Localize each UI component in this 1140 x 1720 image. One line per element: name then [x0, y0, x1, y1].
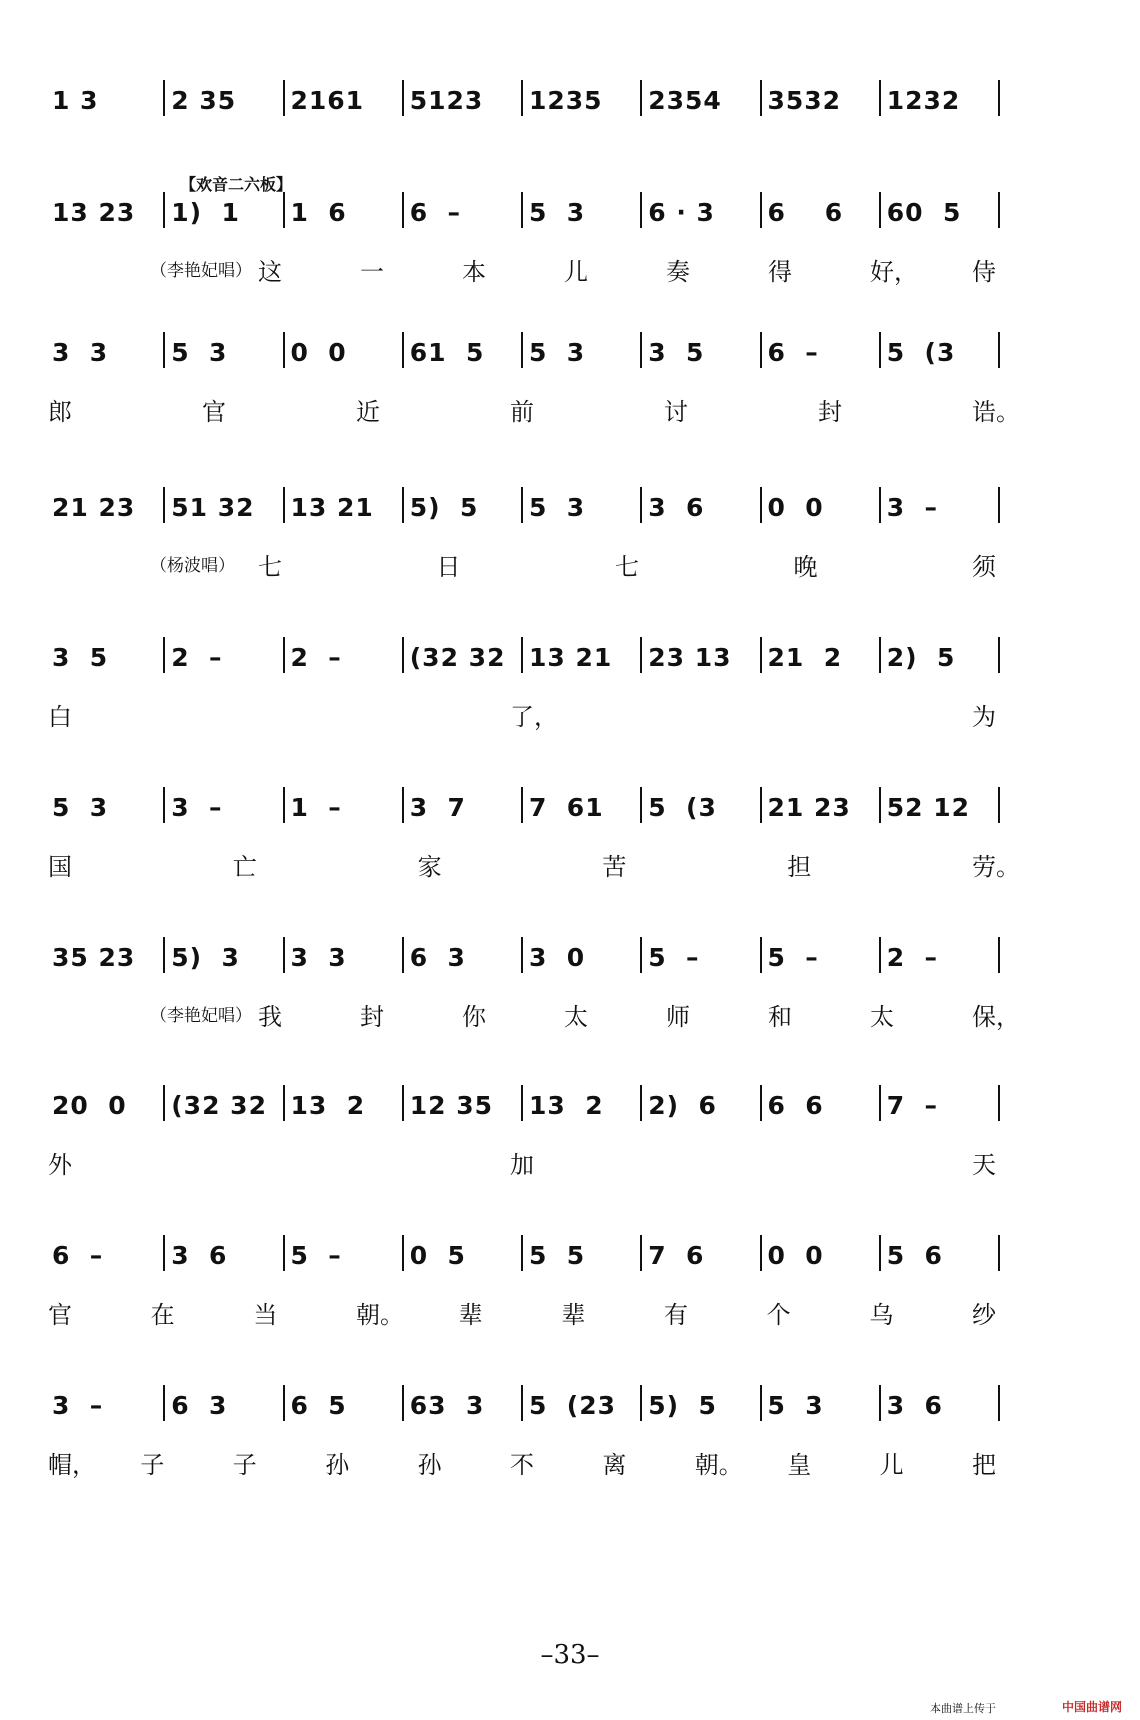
measure: 5 3: [171, 338, 228, 367]
measure: 3 6: [648, 493, 705, 522]
lyric-char: 皇: [787, 1451, 812, 1479]
lyric-char: 你: [462, 1003, 486, 1031]
bar-line: [402, 1235, 404, 1271]
measure: 35 23: [52, 943, 136, 972]
measure: 13 21: [529, 643, 613, 672]
bar-line: [521, 192, 523, 228]
bar-line: [283, 787, 285, 823]
lyric-char: 外: [48, 1151, 72, 1179]
lyric-char: 有: [664, 1301, 688, 1329]
lyric-char: 官: [202, 398, 226, 426]
lyric-char: 须: [972, 553, 996, 581]
bar-line: [640, 80, 642, 116]
lyric-char: 当: [253, 1301, 278, 1329]
lyric-line: [0, 1295, 1140, 1335]
bar-line: [521, 637, 523, 673]
lyric-char: 子: [140, 1451, 165, 1479]
lyric-char: 太: [564, 1003, 588, 1031]
lyric-char: 好，: [870, 258, 918, 286]
measure: 1235: [529, 86, 603, 115]
bar-line: [521, 787, 523, 823]
lyric-char: 了，: [510, 703, 558, 731]
measure: 5) 5: [409, 493, 479, 522]
lyric-char: 为: [972, 703, 996, 731]
bar-line: [760, 1085, 762, 1121]
lyric-char: 朝。: [356, 1301, 404, 1329]
bar-line: [640, 637, 642, 673]
bar-line: [283, 332, 285, 368]
lyric-line: [0, 847, 1140, 887]
bar-line: [998, 937, 1000, 973]
lyric-char: 劳。: [972, 853, 1020, 881]
bar-line: [402, 487, 404, 523]
bar-line: [640, 192, 642, 228]
lyric-char: 近: [356, 398, 380, 426]
bar-line: [283, 487, 285, 523]
measure: 5 3: [529, 338, 586, 367]
measure: 6 –: [409, 198, 462, 227]
bar-line: [760, 637, 762, 673]
lyric-char: 封: [818, 398, 842, 426]
bar-line: [760, 192, 762, 228]
lyric-char: 子: [232, 1451, 257, 1479]
measure: 1232: [886, 86, 961, 115]
bar-line: [163, 1085, 165, 1121]
measure: 21 23: [52, 493, 136, 522]
lyric-char: 保，: [972, 1003, 1020, 1031]
lyric-char: 我: [258, 1003, 282, 1031]
measure: 6 6: [767, 198, 844, 227]
measure: 3 5: [52, 643, 109, 672]
bar-line: [760, 937, 762, 973]
score-row: [0, 1233, 1140, 1383]
measure: 5123: [409, 86, 484, 115]
measure: 3 7: [409, 793, 466, 822]
measure: 5) 5: [648, 1391, 717, 1420]
bar-line: [640, 487, 642, 523]
lyric-line: [0, 697, 1140, 737]
measure: 13 23: [52, 198, 136, 227]
measure: 3 –: [171, 793, 223, 822]
bar-line: [283, 637, 285, 673]
bar-line: [760, 487, 762, 523]
bar-line: [998, 637, 1000, 673]
page-number: –33–: [540, 1640, 600, 1670]
lyric-char: 官: [48, 1301, 72, 1329]
measure: 3 6: [171, 1241, 228, 1270]
bar-line: [998, 787, 1000, 823]
bar-line: [640, 937, 642, 973]
bar-line: [998, 487, 1000, 523]
bar-line: [640, 1235, 642, 1271]
measure: 13 2: [290, 1091, 366, 1120]
bar-line: [163, 332, 165, 368]
measure: 21 2: [767, 643, 843, 672]
score-row: [0, 330, 1140, 480]
bar-line: [283, 80, 285, 116]
singer-label: （李艳妃唱）: [150, 1006, 252, 1026]
bar-line: [998, 332, 1000, 368]
bar-line: [283, 1235, 285, 1271]
bar-line: [163, 192, 165, 228]
measure: 6 5: [290, 1391, 347, 1420]
lyric-char: 不: [510, 1451, 534, 1479]
lyric-char: 儿: [564, 258, 588, 286]
notation-line: [0, 635, 1140, 685]
lyric-char: 辈: [458, 1301, 483, 1329]
lyric-line: [0, 392, 1140, 432]
lyric-char: 日: [436, 553, 461, 581]
measure: 6 –: [52, 1241, 104, 1270]
lyric-char: 个: [766, 1301, 791, 1329]
lyric-char: 儿: [879, 1451, 904, 1479]
lyric-char: 奏: [666, 258, 690, 286]
measure: 1 –: [290, 793, 342, 822]
measure: 1 3: [52, 86, 99, 115]
lyric-char: 七: [615, 553, 639, 581]
lyric-char: 和: [768, 1003, 792, 1031]
bar-line: [879, 787, 881, 823]
measure: 2 –: [290, 643, 342, 672]
lyric-char: 苦: [602, 853, 627, 881]
lyric-char: 孙: [325, 1451, 350, 1479]
measure: 0 0: [767, 1241, 824, 1270]
bar-line: [879, 1085, 881, 1121]
score-row: [0, 485, 1140, 635]
measure: 5 (3: [886, 338, 956, 367]
bar-line: [879, 637, 881, 673]
lyric-char: 天: [972, 1151, 996, 1179]
lyric-char: 晚: [793, 553, 818, 581]
lyric-char: 家: [417, 853, 442, 881]
measure: 5 –: [290, 1241, 342, 1270]
measure: 6 · 3: [648, 198, 715, 227]
measure: 3 –: [886, 493, 939, 522]
bar-line: [521, 487, 523, 523]
measure: 52 12: [886, 793, 971, 822]
measure: 2 –: [886, 943, 939, 972]
measure: 3 3: [290, 943, 347, 972]
measure: 1) 1: [171, 198, 240, 227]
measure: 3 5: [648, 338, 705, 367]
bar-line: [163, 937, 165, 973]
measure: 2) 5: [886, 643, 956, 672]
notation-line: [0, 78, 1140, 128]
measure: 6 6: [767, 1091, 824, 1120]
measure: 5 (23: [529, 1391, 617, 1420]
score-row: [0, 635, 1140, 785]
measure: 7 61: [529, 793, 604, 822]
bar-line: [760, 787, 762, 823]
measure: 5 3: [529, 198, 586, 227]
measure: 5 3: [529, 493, 586, 522]
bar-line: [879, 80, 881, 116]
lyric-char: 乌: [869, 1301, 894, 1329]
bar-line: [283, 1385, 285, 1421]
bar-line: [760, 80, 762, 116]
measure: 7 6: [648, 1241, 705, 1270]
notation-line: [0, 330, 1140, 380]
lyric-char: 郎: [48, 398, 72, 426]
lyric-char: 纱: [972, 1301, 996, 1329]
measure: 2) 6: [648, 1091, 717, 1120]
measure: 0 0: [767, 493, 824, 522]
measure: 3 3: [52, 338, 109, 367]
score-row: [0, 190, 1140, 340]
measure: 2354: [648, 86, 722, 115]
measure: 3 –: [52, 1391, 104, 1420]
measure: 5 5: [529, 1241, 586, 1270]
notation-line: [0, 1383, 1140, 1433]
lyric-line: [0, 1445, 1140, 1485]
measure: 0 0: [290, 338, 347, 367]
bar-line: [879, 1235, 881, 1271]
lyric-char: 帽，: [48, 1451, 96, 1479]
measure: 60 5: [886, 198, 962, 227]
lyric-line: [0, 252, 1140, 292]
score-row: [0, 1383, 1140, 1533]
bar-line: [163, 487, 165, 523]
measure: 5 3: [767, 1391, 824, 1420]
lyric-line: [0, 1145, 1140, 1185]
lyric-char: 孙: [417, 1451, 442, 1479]
bar-line: [521, 80, 523, 116]
bar-line: [402, 1385, 404, 1421]
measure: 0 5: [409, 1241, 466, 1270]
bar-line: [521, 1385, 523, 1421]
bar-line: [760, 1385, 762, 1421]
bar-line: [998, 1085, 1000, 1121]
lyric-char: 国: [48, 853, 72, 881]
bar-line: [640, 1385, 642, 1421]
bar-line: [998, 80, 1000, 116]
measure: 2161: [290, 86, 365, 115]
lyric-char: 七: [258, 553, 282, 581]
score-row: [0, 1083, 1140, 1233]
bar-line: [521, 1235, 523, 1271]
score-row: [0, 935, 1140, 1085]
lyric-char: 得: [768, 258, 792, 286]
singer-label: （李艳妃唱）: [150, 261, 252, 281]
measure: 3532: [767, 86, 842, 115]
bar-line: [283, 1085, 285, 1121]
lyric-char: 把: [972, 1451, 996, 1479]
measure: 13 2: [529, 1091, 604, 1120]
lyric-char: 本: [462, 258, 486, 286]
bar-line: [283, 192, 285, 228]
measure: 5 –: [767, 943, 819, 972]
bar-line: [402, 1085, 404, 1121]
measure: 12 35: [409, 1091, 494, 1120]
bar-line: [998, 192, 1000, 228]
lyric-char: 朝。: [694, 1451, 743, 1479]
lyric-char: 师: [666, 1003, 690, 1031]
bar-line: [879, 937, 881, 973]
lyric-line: [0, 140, 1140, 180]
lyric-char: 这: [258, 258, 282, 286]
measure: 5 6: [886, 1241, 943, 1270]
lyric-char: 加: [510, 1151, 534, 1179]
lyric-line: [0, 547, 1140, 587]
measure: 7 –: [886, 1091, 939, 1120]
lyric-char: 辈: [561, 1301, 586, 1329]
notation-line: [0, 190, 1140, 240]
lyric-line: [0, 997, 1140, 1037]
bar-line: [760, 332, 762, 368]
bar-line: [163, 1385, 165, 1421]
lyric-char: 在: [150, 1301, 175, 1329]
measure: 5 3: [52, 793, 109, 822]
bar-line: [879, 1385, 881, 1421]
bar-line: [521, 937, 523, 973]
measure: (32 32: [171, 1091, 267, 1120]
notation-line: [0, 1083, 1140, 1133]
lyric-char: 侍: [972, 258, 996, 286]
measure: 3 0: [529, 943, 586, 972]
measure: 5) 3: [171, 943, 240, 972]
lyric-char: 担: [787, 853, 812, 881]
bar-line: [998, 1385, 1000, 1421]
measure: 23 13: [648, 643, 732, 672]
score-row: [0, 785, 1140, 935]
bar-line: [879, 487, 881, 523]
bar-line: [402, 192, 404, 228]
measure: 63 3: [409, 1391, 485, 1420]
lyric-char: 前: [510, 398, 534, 426]
bar-line: [879, 192, 881, 228]
measure: 2 35: [171, 86, 237, 115]
lyric-char: 离: [602, 1451, 627, 1479]
measure: 61 5: [409, 338, 485, 367]
lyric-char: 诰。: [972, 398, 1020, 426]
footer-logo: 中国曲谱网: [1062, 1700, 1123, 1714]
measure: (32 32: [409, 643, 506, 672]
bar-line: [163, 80, 165, 116]
notation-line: [0, 485, 1140, 535]
measure: 6 3: [409, 943, 466, 972]
bar-line: [402, 80, 404, 116]
bar-line: [402, 637, 404, 673]
bar-line: [998, 1235, 1000, 1271]
measure: 6 3: [171, 1391, 228, 1420]
measure: 1 6: [290, 198, 347, 227]
bar-line: [402, 787, 404, 823]
lyric-char: 白: [48, 703, 72, 731]
bar-line: [640, 1085, 642, 1121]
lyric-char: 太: [870, 1003, 894, 1031]
singer-label: （杨波唱）: [150, 556, 235, 576]
bar-line: [521, 332, 523, 368]
measure: 5 –: [648, 943, 700, 972]
bar-line: [163, 637, 165, 673]
notation-line: [0, 1233, 1140, 1283]
lyric-char: 讨: [664, 398, 688, 426]
measure: 51 32: [171, 493, 255, 522]
measure: 20 0: [52, 1091, 127, 1120]
lyric-char: 一: [360, 258, 384, 286]
measure: 6 –: [767, 338, 819, 367]
notation-line: [0, 935, 1140, 985]
footer-credit: 本曲谱上传于: [930, 1702, 996, 1715]
measure: 3 6: [886, 1391, 943, 1420]
bar-line: [283, 937, 285, 973]
bar-line: [163, 1235, 165, 1271]
bar-line: [402, 332, 404, 368]
measure: 13 21: [290, 493, 374, 522]
measure: 2 –: [171, 643, 223, 672]
bar-line: [402, 937, 404, 973]
lyric-char: 亡: [232, 853, 257, 881]
measure: 21 23: [767, 793, 851, 822]
section-marker: 【欢音二六板】: [180, 175, 293, 194]
bar-line: [760, 1235, 762, 1271]
bar-line: [640, 787, 642, 823]
measure: 5 (3: [648, 793, 717, 822]
notation-line: [0, 785, 1140, 835]
bar-line: [879, 332, 881, 368]
bar-line: [521, 1085, 523, 1121]
lyric-char: 封: [360, 1003, 384, 1031]
bar-line: [640, 332, 642, 368]
bar-line: [163, 787, 165, 823]
